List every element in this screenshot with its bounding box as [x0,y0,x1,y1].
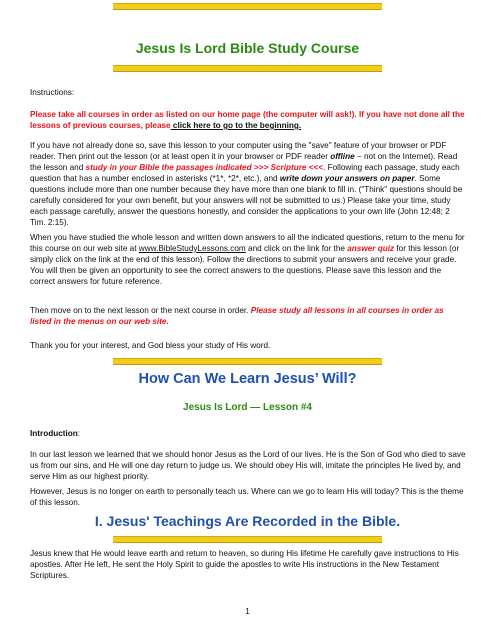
warning-text: Please take all courses in order as listed on our home page (the computer will ask!). If you have not done all the lessons of previous courses, please [30,110,465,130]
instructions-label: Instructions: [30,88,75,97]
lesson-title: How Can We Learn Jesus’ Will? [138,371,357,387]
top-divider [113,3,382,10]
lesson-subtitle: Jesus Is Lord — Lesson #4 [183,402,312,413]
introduction-colon: : [77,429,81,438]
section-1-heading: I. Jesus' Teachings Are Recorded in the Bible. [94,513,401,529]
intro-paragraph-1: In our last lesson we learned that we should honor Jesus as the Lord of our lives. He is the Son of God who died to save us from our sins, and He will one day return to judge us. We should obey His will, imitate the principles He lived by, and serve Him as our highest priority. [30,450,466,481]
para2-text-1: When you have studied the whole lesson and written down answers to all the indicated questions, return to the menu for this course on our web site at [30,233,465,253]
title-divider [113,65,382,72]
para1-text-2: − not on the Internet). Read the lesson and [30,152,458,172]
page-number: 1 [245,607,250,616]
para2-text-2: and click on the link for the [245,244,348,253]
para1-text-3: . Following each passage, study each question that has a number enclosed in asterisks (*1*, *2*, etc.), and [30,163,460,183]
website-link[interactable]: www.BibleStudyLessons.com [138,244,246,253]
study-scripture-emphasis: study in your Bible the passages indicated >>> Scripture <<< [85,163,324,172]
para1-text-4: . Some questions include more than one number because they have more than one blank to fill in. ("Think" questions should be carefully considered for your own benefit, but your answers will not be submitted to us.) Please take your time, study each passage carefully, answer the questions honestly, and consider the applications to your own life (John 12:48; 2 Tim. 2:15). [30,174,463,227]
section-divider [113,536,382,543]
write-answers-emphasis: write down your answers on paper [279,174,415,183]
next-lesson-paragraph [30,305,466,327]
para1-text-1: If you have not already done so, save this lesson to your computer using the "save" feature of your browser or PDF reader. Then print out the lesson (or at least open it in your browser or PDF reader [30,141,447,161]
para3-text-1: Then move on to the next lesson or the next course in order. [30,306,251,315]
study-in-order-emphasis: Please study all lessons in all courses in order as listed in the menus on our web site. [30,306,444,326]
save-instructions-paragraph [30,140,466,228]
para2-text-3: for this lesson (or simply click on the link at the end of this lesson). Follow the directions to submit your answers and receive your grade. You will then be given an opportunity to see the correct answers to the questions. Please save this lesson and the correct answers for future reference. [30,244,460,286]
warning-paragraph [30,109,466,131]
answer-quiz-emphasis: answer quiz [347,244,395,253]
offline-emphasis: offline [330,152,355,161]
thanks-paragraph: Thank you for your interest, and God bless your study of His word. [30,341,271,350]
answer-quiz-paragraph [30,232,466,287]
course-title: Jesus Is Lord Bible Study Course [135,40,360,56]
section-1-body: Jesus knew that He would leave earth and return to heaven, so during His lifetime He carefully gave instructions to His apostles. After He left, He sent the Holy Spirit to guide the apostles to write His instructions in the New Testament Scriptures. [30,549,459,580]
intro-paragraph-2: However, Jesus is no longer on earth to personally teach us. Where can we go to learn His will today? This is the theme of this lesson. [30,487,464,507]
introduction-label: Introduction [30,429,78,438]
go-to-beginning-link[interactable]: click here to go to the beginning. [170,121,302,130]
lesson-divider [113,358,382,365]
introduction-heading [30,428,466,439]
